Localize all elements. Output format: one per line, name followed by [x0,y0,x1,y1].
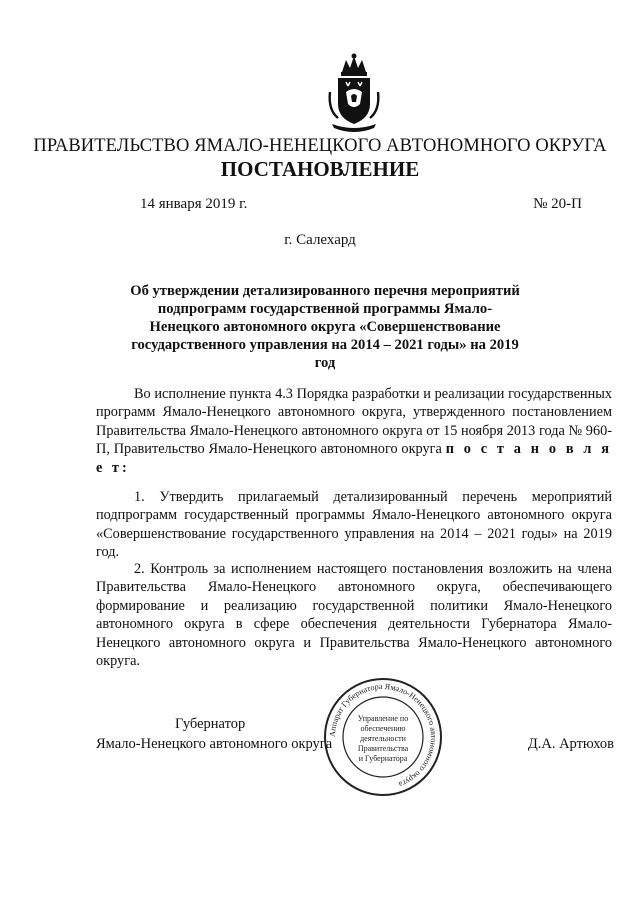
decree-word: п о с т а н о в л я е т: [96,441,612,476]
stamp-center-line: Правительства [357,744,409,753]
stamp-center-line: деятельности [360,734,406,743]
stamp-center-line: обеспечению [360,724,406,733]
document-date: 14 января 2019 г. [140,196,248,212]
stamp-center-line: и Губернатора [358,754,408,763]
stamp-ring-text: Аппарат Губернатора Ямало-Ненецкого автономного округа [327,681,439,790]
official-seal-stamp [322,676,444,798]
signer-role-region: Ямало-Ненецкого автономного округа [96,736,333,752]
document-subject: Об утверждении детализированного перечня мероприятий подпрограмм государственной программы Ямало-Ненецкого автономного округа «Совершенствование государственного управления на 2014 – 2021 годы» на 2019 год [130,283,520,371]
signer-role-title: Губернатор [175,716,246,732]
document-type-heading: ПОСТАНОВЛЕНИЕ [220,157,420,181]
coat-of-arms-icon [324,52,384,134]
document-number: № 20-П [533,196,582,212]
signer-name: Д.А. Артюхов [527,736,614,752]
document-city: г. Салехард [284,232,356,248]
item-2-paragraph: 2. Контроль за исполнением настоящего постановления возложить на члена Правительства Ямало-Ненецкого автономного округа, обеспечивающего формирование и реализацию государственной политики Ямало-Ненецкого автономного округа в сфере обеспечения деятельности Губернатора Ямало-Ненецкого автономного округа и Правительства Ямало-Ненецкого автономного округа. [96,561,612,670]
stamp-center-line: Управление по [357,714,409,723]
government-title: ПРАВИТЕЛЬСТВО ЯМАЛО-НЕНЕЦКОГО АВТОНОМНОГО ОКРУГА [33,136,607,156]
intro-paragraph [96,385,612,477]
intro-text: Во исполнение пункта 4.3 Порядка разработки и реализации государственных программ Ямало-Ненецкого автономного округа, утвержденного постановлением Правительства Ямало-Ненецкого автономного округа от 15 ноября 2013 года № 960-П, Правительство Ямало-Ненецкого автономного округа [96,386,612,458]
item-1-paragraph: 1. Утвердить прилагаемый детализированный перечень мероприятий подпрограмм государственный программы Ямало-Ненецкого автономного округа «Совершенствование государственного управления на 2014 – 2021 годы» на 2019 год. [96,489,612,561]
